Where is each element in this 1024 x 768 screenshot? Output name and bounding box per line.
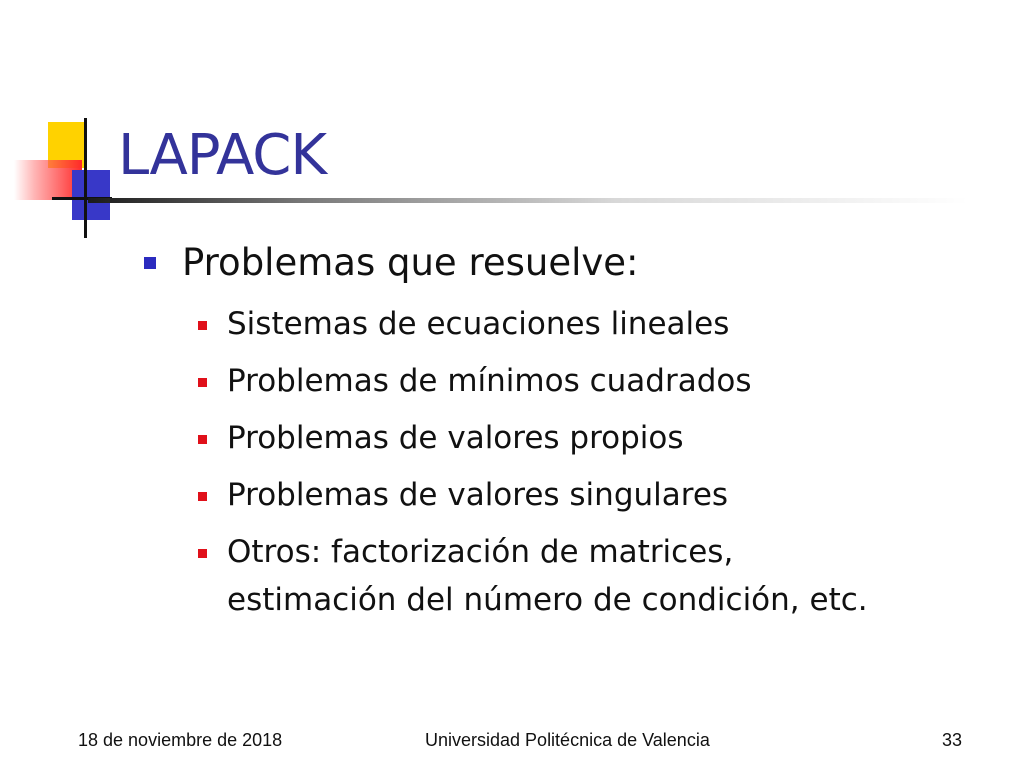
title-underline-rule [88, 198, 968, 203]
sub-bullet-text: Otros: factorización de matrices, estimación del número de condición, etc. [227, 534, 868, 618]
square-bullet-icon [198, 549, 207, 558]
square-bullet-icon [144, 257, 156, 269]
main-bullet-text: Problemas que resuelve: [182, 241, 639, 284]
sub-bullet-text: Problemas de valores singulares [227, 477, 729, 513]
sub-bullet-text: Problemas de valores propios [227, 420, 684, 456]
sub-bullet-text: Sistemas de ecuaciones lineales [227, 306, 730, 342]
sub-bullet-text: Problemas de mínimos cuadrados [227, 363, 752, 399]
square-bullet-icon [198, 492, 207, 501]
square-bullet-icon [198, 435, 207, 444]
square-bullet-icon [198, 378, 207, 387]
sub-bullet-item [198, 300, 868, 357]
footer-date: 18 de noviembre de 2018 [78, 730, 283, 750]
main-bullet-item [144, 240, 639, 286]
sub-bullet-item [198, 471, 868, 528]
page-number: 33 [942, 730, 963, 750]
vertical-line-shape [84, 118, 87, 238]
slide-title: LAPACK [118, 123, 327, 188]
sub-bullet-item [198, 414, 868, 471]
sub-bullet-item [198, 357, 868, 414]
sub-bullet-list [198, 300, 868, 648]
square-bullet-icon [198, 321, 207, 330]
sub-bullet-item [198, 528, 868, 648]
blue-square-shape [72, 170, 110, 220]
footer-institution: Universidad Politécnica de Valencia [425, 730, 710, 750]
